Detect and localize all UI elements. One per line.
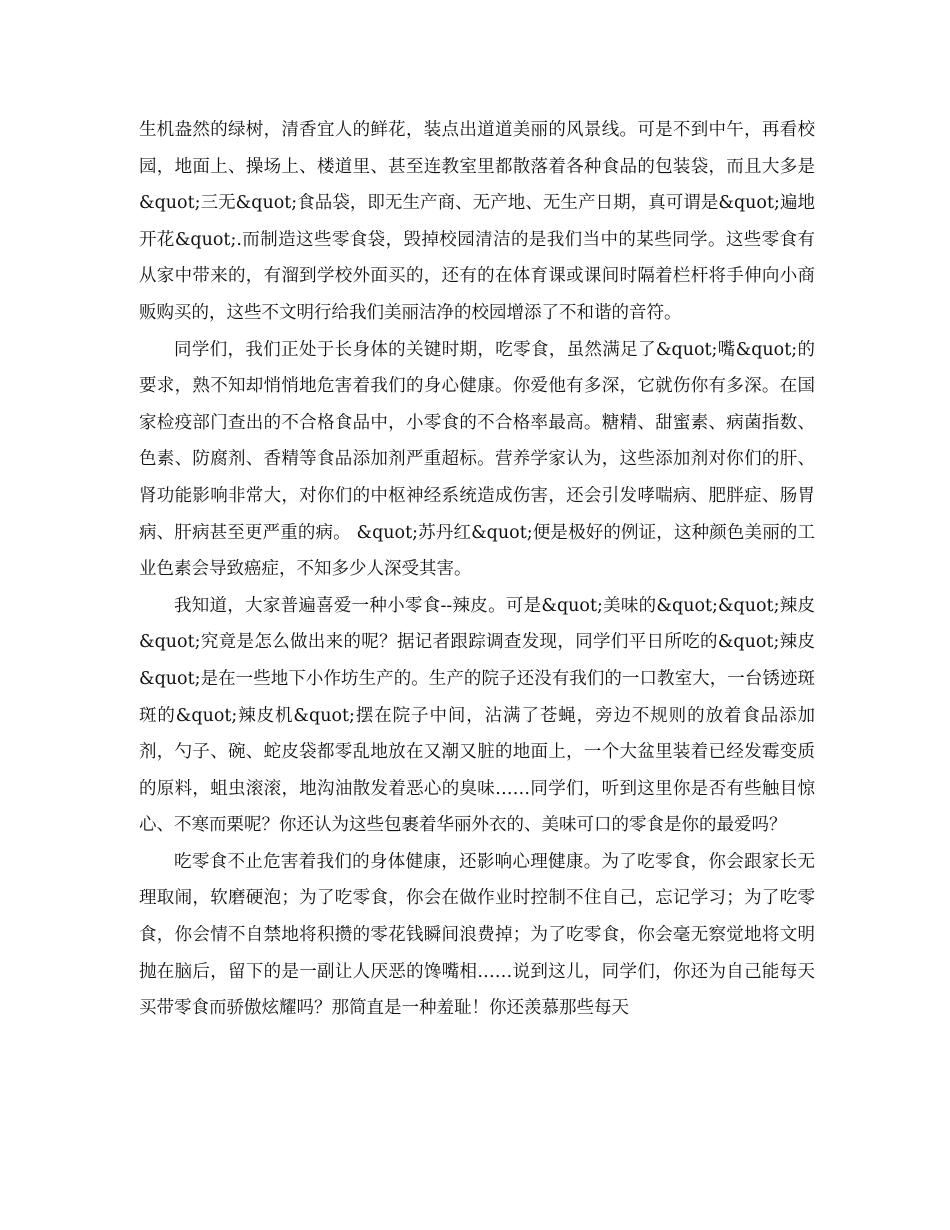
- paragraph-1: 生机盎然的绿树，清香宜人的鲜花，装点出道道美丽的风景线。可是不到中午，再看校园，地面上、操场上、楼道里、甚至连教室里都散落着各种食品的包装袋，而且大多是&quot;三无&quot;食品袋，即无生产商、无产地、无生产日期，真可谓是&quot;遍地开花&quot;.而制造这些零食袋，毁掉校园清洁的是我们当中的某些同学。这些零食有从家中带来的，有溜到学校外面买的，还有的在体育课或课间时隔着栏杆将手伸向小商贩购买的，这些不文明行给我们美丽洁净的校园增添了不和谐的音符。: [139, 120, 815, 323]
- document-body: [139, 112, 815, 1027]
- paragraph-4: 吃零食不止危害着我们的身体健康，还影响心理健康。为了吃零食，你会跟家长无理取闹，软磨硬泡；为了吃零食，你会在做作业时控制不住自己，忘记学习；为了吃零食，你会情不自禁地将积攒的零花钱瞬间浪费掉；为了吃零食，你会毫无察觉地将文明抛在脑后，留下的是一副让人厌恶的馋嘴相……说到这儿，同学们，你还为自己能每天买带零食而骄傲炫耀吗？那简直是一种羞耻！你还羡慕那些每天: [139, 851, 815, 1019]
- paragraph-3: 我知道，大家普遍喜爱一种小零食--辣皮。可是&quot;美味的&quot;&quot;辣皮&quot;究竟是怎么做出来的呢？据记者跟踪调查发现，同学们平日所吃的&quot;辣皮&quot;是在一些地下小作坊生产的。生产的院子还没有我们的一口教室大，一台锈迹斑斑的&quot;辣皮机&quot;摆在院子中间，沾满了苍蝇，旁边不规则的放着食品添加剂，勺子、碗、蛇皮袋都零乱地放在又潮又脏的地面上，一个大盆里装着已经发霉变质的原料，蛆虫滚滚，地沟油散发着恶心的臭味……同学们，听到这里你是否有些触目惊心、不寒而栗呢？你还认为这些包裹着华丽外衣的、美味可口的零食是你的最爱吗？: [139, 595, 815, 836]
- paragraph-2: 同学们，我们正处于长身体的关键时期，吃零食，虽然满足了&quot;嘴&quot;的要求，熟不知却悄悄地危害着我们的身心健康。你爱他有多深，它就伤你有多深。在国家检疫部门查出的不合格食品中，小零食的不合格率最高。糖精、甜蜜素、病菌指数、色素、防腐剂、香精等食品添加剂严重超标。营养学家认为，这些添加剂对你们的肝、肾功能影响非常大，对你们的中枢神经系统造成伤害，还会引发哮喘病、肥胖症、肠胃病、肝病甚至更严重的病。 &quot;苏丹红&quot;便是极好的例证，这种颜色美丽的工业色素会导致癌症，不知多少人深受其害。: [139, 339, 815, 580]
